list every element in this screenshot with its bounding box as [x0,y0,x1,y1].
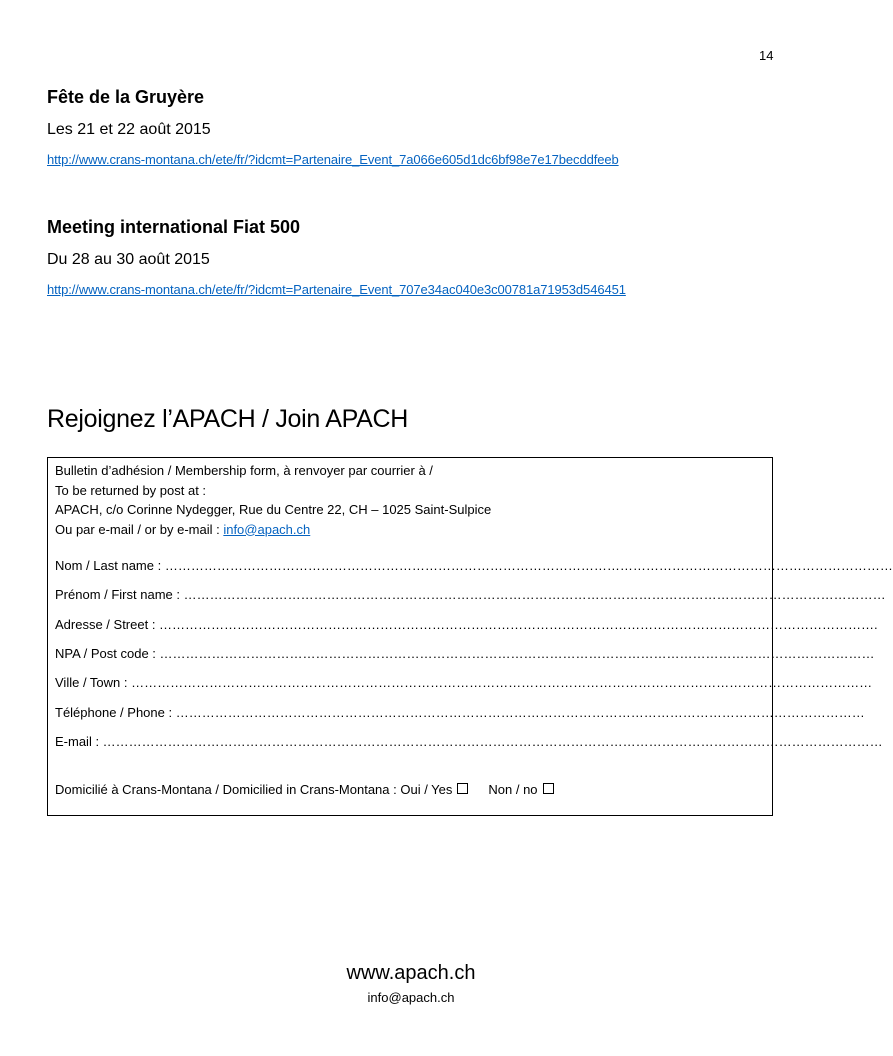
event-link[interactable]: http://www.crans-montana.ch/ete/fr/?idcmt=Partenaire_Event_7a066e605d1dc6bf98e7e17becddfeeb [47,152,619,167]
phone-field[interactable]: Téléphone / Phone : …………………………………………………………………………………………………………………………………………… [55,705,865,720]
domicile-yes-checkbox[interactable] [457,783,468,794]
town-field[interactable]: Ville / Town : ……………………………………………………………………………………………………………………………………………………… [55,675,873,690]
form-intro-email-prefix: Ou par e-mail / or by e-mail : [55,521,224,537]
event-date: Les 21 et 22 août 2015 [47,121,211,138]
email-field[interactable]: E-mail : ……………………………………………………………………………………………………………………………………………………………… [55,734,883,749]
form-intro [55,461,491,539]
event-fete-gruyere [47,86,787,168]
join-heading: Rejoignez l’APACH / Join APACH [47,405,409,433]
domicile-no-label: Non / no [488,782,538,797]
form-intro-line: APACH, c/o Corinne Nydegger, Rue du Centre 22, CH – 1025 Saint-Sulpice [55,502,492,517]
domicile-no-checkbox[interactable] [543,783,554,794]
form-intro-line: Bulletin d’adhésion / Membership form, à renvoyer par courrier à / [55,463,433,478]
last-name-field[interactable]: Nom / Last name : …………………………………………………………………………………………………………………………………………………… [55,558,893,573]
event-title: Meeting international Fiat 500 [47,217,301,237]
page-number: 14 [759,48,774,63]
form-intro-email-line [55,520,491,540]
footer-email: info@apach.ch [367,990,455,1005]
domicile-row [55,781,554,799]
post-code-field[interactable]: NPA / Post code : ………………………………………………………………………………………………………………………………………………… [55,646,875,661]
event-title: Fête de la Gruyère [47,87,205,107]
event-fiat-500 [47,216,787,298]
street-field[interactable]: Adresse / Street : …………………………………………………………………………………………………………………………………………………. [55,617,878,632]
form-email-link[interactable]: info@apach.ch [223,521,311,537]
membership-form [47,457,893,816]
form-intro-line: To be returned by post at : [55,482,207,498]
event-date: Du 28 au 30 août 2015 [47,251,210,268]
domicile-label: Domicilié à Crans-Montana / Domicilied in Crans-Montana : Oui / Yes [55,782,453,797]
event-link[interactable]: http://www.crans-montana.ch/ete/fr/?idcmt=Partenaire_Event_707e34ac040e3c00781a71953d546451 [47,282,626,297]
footer-website: www.apach.ch [346,962,476,984]
first-name-field[interactable]: Prénom / First name : ……………………………………………………………………………………………………………………………………………… [55,587,886,602]
